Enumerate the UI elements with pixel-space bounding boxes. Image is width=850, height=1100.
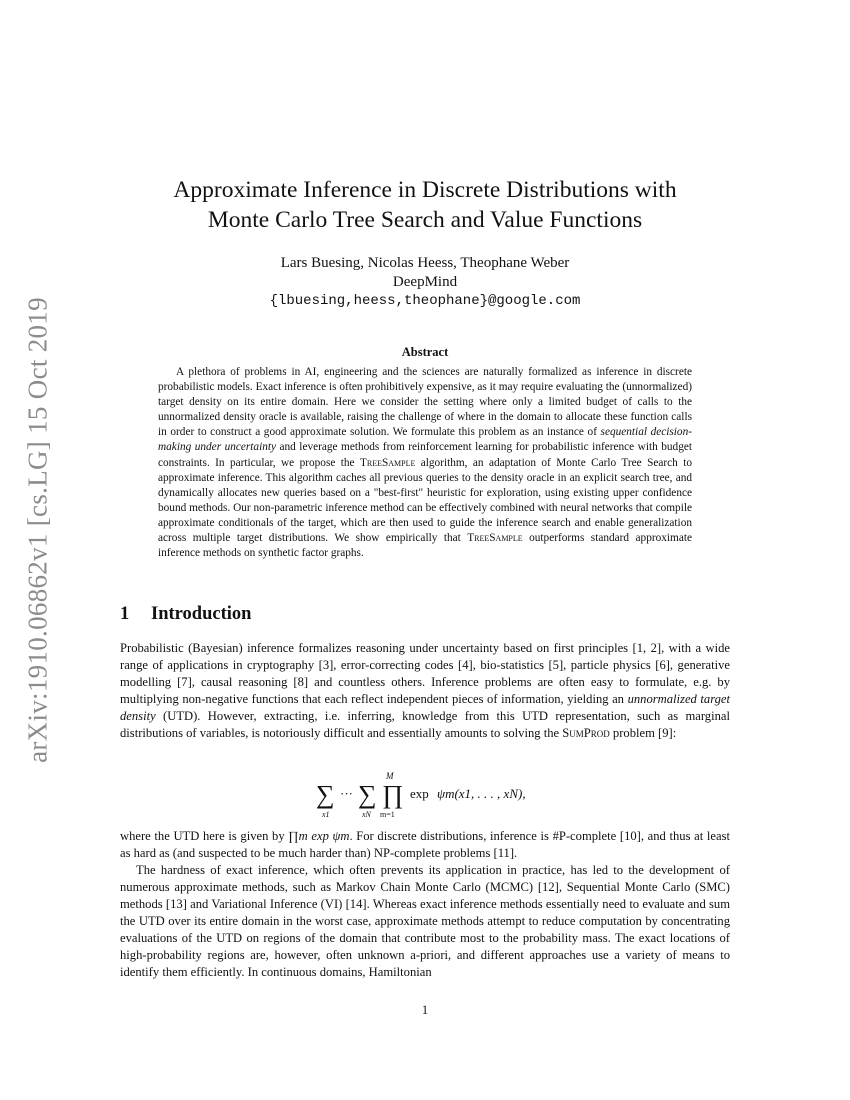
intro-p1-emphasis: unnormalized target density [120, 692, 731, 723]
prod-upper-limit: M [386, 771, 394, 781]
prod-symbol: ∏ [382, 780, 404, 809]
abstract-text-1: A plethora of problems in AI, engineering and the sciences are naturally formalized as inference in discrete probabilistic models. Exact inference is often prohibitively expensive, as it may require evaluating the (unnormalized) target density on its entire domain. Here we consider the setting where only a limited budget of calls to the unnormalized density oracle is available, raising the challenge of where in the domain to allocate these function calls in order to construct a good approximate solution. We formulate this problem as an instance of [158, 366, 692, 439]
title-line-1: Approximate Inference in Discrete Distributions with [173, 177, 677, 203]
sum-symbol-2: ∑ [358, 780, 377, 809]
section-title: Introduction [151, 604, 252, 624]
abstract-text-4: outperforms standard approximate inference methods on synthetic factor graphs. [158, 532, 693, 560]
sum-symbol-1: ∑ [316, 780, 335, 809]
sum-subscript-1: x1 [322, 810, 330, 819]
algorithm-name-2: TreeSample [467, 532, 523, 545]
abstract-emphasis: sequential decision-making under uncertainty [158, 426, 692, 454]
abstract-body [158, 365, 692, 561]
intro-p2-math: ∏m exp ψm [288, 829, 350, 843]
intro-paragraph-3: The hardness of exact inference, which often prevents its application in practice, has led to the development of numerous approximate methods, such as Markov Chain Monte Carlo (MCMC) [12], Sequential Monte Carlo (SMC) methods [13] and Variational Inference (VI) [14]. Whereas exact inference methods essentially need to evaluate and sum the UTD over its entire domain in the worst case, approximate methods attempt to reduce computation by concentrating evaluations of the UTD on regions of the domain that contribute most to the probability mass. The exact locations of high-probability regions are, however, often unknown a-priori, and different approaches use a variety of means to identify them efficiently. In continuous domains, Hamiltonian [120, 863, 730, 979]
abstract-text-3: algorithm, an adaptation of Monte Carlo Tree Search to approximate inference. This algorithm caches all previous queries to the density oracle in an explicit search tree, and dynamically allocates new queries based on a "best-first" heuristic for exploration, using existing upper confidence bound methods. Our non-parametric inference method can be effectively combined with neural networks that compile approximate conditionals of the target, which are then used to guide the inference search and enable generalization across multiple target distributions. We show empirically that [158, 456, 693, 545]
exp-function: exp [410, 786, 429, 801]
abstract-text-2: and leverage methods from reinforcement learning for probabilistic inference with budget constraints. In particular, we propose the [158, 441, 692, 469]
intro-p1-text-a: Probabilistic (Bayesian) inference formalizes reasoning under uncertainty based on first principles [1, 2], with a wide range of applications in cryptography [3], error-correcting codes [4], bio-statistics [5], particle physics [6], generative modelling [7], causal reasoning [8] and countless others. Inference problems are often easy to formulate, e.g. by multiplying non-negative functions that each reflect independent pieces of information, yielding an [120, 641, 730, 706]
page-number: 1 [421, 1003, 429, 1017]
title-line-2: Monte Carlo Tree Search and Value Functions [207, 207, 643, 233]
intro-p2-text-b: . For discrete distributions, inference is #P-complete [10], and thus at least as hard as (and suspected to be much harder than) NP-complete problems [11]. [120, 829, 730, 860]
author-block [120, 254, 730, 311]
author-email: {lbuesing,heess,theophane}@google.com [269, 293, 581, 309]
sumprod-name: SumProd [562, 726, 610, 740]
author-names: Lars Buesing, Nicolas Heess, Theophane Weber [280, 255, 570, 271]
intro-p1-text-b: (UTD). However, extracting, i.e. inferring, knowledge from this UTD representation, such as marginal distributions of variables, is notoriously difficult and essentially amounts to solving the [120, 709, 730, 740]
arxiv-identifier: arXiv:1910.06862v1 [cs.LG] 15 Oct 2019 [22, 297, 53, 763]
intro-p1-text-c: problem [9]: [609, 726, 677, 740]
intro-paragraph-2 [120, 828, 730, 862]
intro-paragraph-1 [120, 640, 730, 742]
algorithm-name: TreeSample [359, 456, 416, 469]
abstract-heading: Abstract [401, 345, 449, 359]
paper-title [120, 175, 730, 235]
equation-graphic [310, 770, 550, 820]
author-affiliation: DeepMind [392, 274, 458, 290]
sum-subscript-n: xN [362, 810, 371, 819]
sumprod-equation [310, 770, 550, 820]
psi-term: ψm(x1, . . . , xN), [437, 786, 526, 801]
equation-dots: ··· [340, 786, 353, 801]
prod-lower-limit: m=1 [380, 810, 395, 819]
intro-p2-text-a: where the UTD here is given by [120, 829, 289, 843]
section-number: 1 [120, 604, 130, 624]
section-heading [120, 604, 251, 625]
